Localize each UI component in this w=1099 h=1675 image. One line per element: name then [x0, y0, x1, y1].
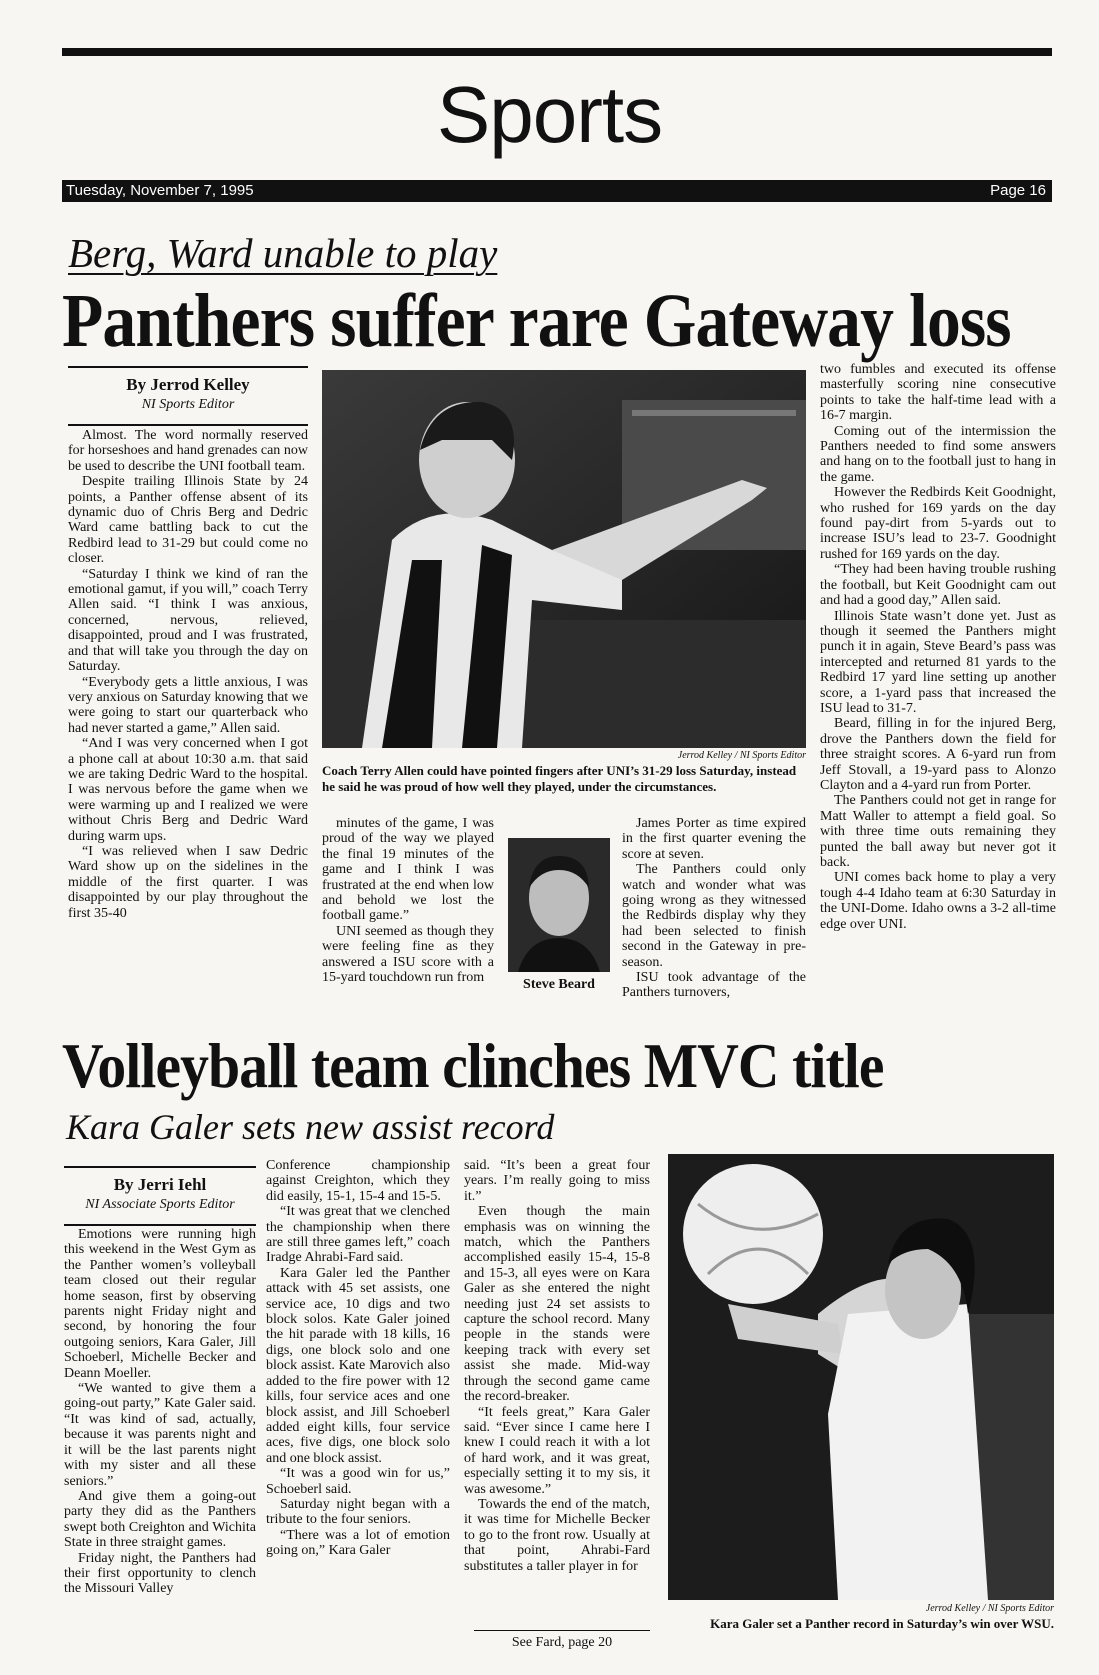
volleyball-photo-caption: Kara Galer set a Panther record in Saturday’s win over WSU.: [710, 1616, 1054, 1631]
jump-line: See Fard, page 20: [474, 1630, 650, 1651]
coach-photo: [322, 370, 806, 748]
paragraph: “I was relieved when I saw Dedric Ward show up on the sidelines in the middle of the first quarter. I was disappointed by our play throughout the first 35-40: [68, 843, 308, 921]
paragraph: Kara Galer led the Panther attack with 45 set assists, one service ace, 10 digs and two block solos. Kate Galer joined the hit parade with 18 kills, 16 digs, one block solo and one block assist. Kate Marovich also added to the fire power with 12 kills, four service aces and one block assist, and Jill Schoeberl added eight kills, four service aces, five digs, one block solo and one block assist.: [266, 1265, 450, 1466]
paragraph: “It was great that we clenched the championship when there are still three games left,” coach Iradge Ahrabi-Fard said.: [266, 1204, 450, 1266]
story2-byline-box: [64, 1166, 256, 1226]
issue-date: Tuesday, November 7, 1995: [66, 182, 254, 199]
paragraph: Beard, filling in for the injured Berg, drove the Panthers down the field for three straight scores. A 6-yard run from Jeff Stovall, a 19-yard pass to Alonzo Clayton and a 4-yard run from Porter.: [820, 716, 1056, 793]
story1-column-3: [622, 816, 806, 1001]
volleyball-photo: [668, 1154, 1054, 1600]
paragraph: “They had been having trouble rushing the football, but Keit Goodnight cam out and had a good day,” Allen said.: [820, 562, 1056, 609]
story2-byline: By Jerri Iehl: [113, 1175, 207, 1194]
volleyball-photo-credit: Jerrod Kelley / NI Sports Editor: [925, 1603, 1054, 1614]
coach-photo-image: [322, 370, 806, 748]
paragraph: Friday night, the Panthers had their first opportunity to clench the Missouri Valley: [64, 1550, 256, 1597]
paragraph: Even though the main emphasis was on winning the match, which the Panthers accomplished easily 15-4, 15-8 and 15-3, all eyes were on Kara Galer as she entered the night needing just 24 set assists to capture the school record. Many people in the stands were keeping track with every set assist she made. Mid-way through the second game came the record-breaker.: [464, 1204, 650, 1405]
paragraph: The Panthers could only watch and wonder what was going wrong as they witnessed the Redbirds display why they had been selected to finish second in the Gateway in pre-season.: [622, 862, 806, 970]
paragraph: Conference championship against Creighton, which they did easily, 15-1, 15-4 and 15-5.: [266, 1158, 450, 1204]
paragraph: “And I was very concerned when I got a phone call at about 10:30 a.m. that said we are taking Dedric Ward to the hospital. I was nervous before the game when we were warming up and I realized we were without Chris Berg and Dedric Ward during warm ups.: [68, 736, 308, 844]
masthead-rule: [62, 48, 1052, 56]
story1-headline: Panthers suffer rare Gateway loss: [62, 279, 1011, 363]
paragraph: UNI seemed as though they were feeling fine as they answered a ISU score with a 15-yard touchdown run from: [322, 923, 494, 986]
story1-byline: By Jerrod Kelley: [126, 375, 250, 394]
paragraph: Almost. The word normally reserved for horseshoes and hand grenades can now be used to describe the UNI football team.: [68, 428, 308, 474]
story2-headline: Volleyball team clinches MVC title: [62, 1030, 884, 1101]
story1-column-2: [322, 816, 494, 985]
steve-beard-photo-image: [508, 838, 610, 972]
paragraph: And give them a going-out party they did as the Panthers swept both Creighton and Wichita State in three straight games.: [64, 1488, 256, 1551]
paragraph: UNI comes back home to play a very tough 4-4 Idaho team at 6:30 Saturday in the UNI-Dome. Idaho owns a 3-2 all-time edge over UNI.: [820, 870, 1056, 932]
paragraph: Illinois State wasn’t done yet. Just as though it seemed the Panthers might punch it in again, Steve Beard’s pass was intercepted and returned 81 yards to the Redbird 17 yard line setting up another score, a 1-yard pass that increased the ISU lead to 31-7.: [820, 608, 1056, 716]
paragraph: “There was a lot of emotion going on,” Kara Galer: [266, 1527, 450, 1559]
paragraph: Saturday night began with a tribute to the four seniors.: [266, 1496, 450, 1528]
dateline-bar: [62, 180, 1052, 202]
paragraph: Towards the end of the match, it was time for Michelle Becker to go to the front row. Usually at that point, Ahrabi-Fard substitutes a taller player in for: [464, 1496, 650, 1574]
story2-byline-role: NI Associate Sports Editor: [85, 1197, 235, 1212]
paragraph: “We wanted to give them a going-out party,” Kate Galer said. “It was kind of sad, actually, because it was parents night and it will be the last parents night with my sister and all these seniors.”: [64, 1381, 256, 1489]
steve-beard-photo: [508, 838, 610, 972]
story1-byline-box: [68, 366, 308, 426]
story2-column-3: [464, 1158, 650, 1574]
paragraph: “It feels great,” Kara Galer said. “Ever since I came here I knew I could reach it with a lot of hard work, and it was great, especially setting it to my sis, it was awesome.”: [464, 1404, 650, 1497]
section-title: Sports: [436, 70, 663, 159]
paragraph: minutes of the game, I was proud of the way we played the final 19 minutes of the game and I think I was frustrated at the end when low and behold we lost the football game.”: [322, 816, 494, 924]
coach-photo-caption: Coach Terry Allen could have pointed fingers after UNI’s 31-29 loss Saturday, instead he said he was proud of how well they played, under the circumstances.: [322, 763, 797, 794]
steve-beard-label: Steve Beard: [523, 977, 595, 992]
paragraph: Coming out of the intermission the Panthers needed to find some answers and hang on to the football just to hang in the game.: [820, 423, 1056, 485]
paragraph: two fumbles and executed its offense masterfully scoring nine consecutive points to take the half-time lead with a 16-7 margin.: [820, 362, 1056, 424]
paragraph: Emotions were running high this weekend in the West Gym as the Panther women’s volleyball team closed out their regular home season, first by observing parents night Friday night and second, by honoring the four outgoing seniors, Kara Galer, Jill Schoeberl, Michelle Becker and Deann Moeller.: [64, 1227, 256, 1381]
volleyball-photo-image: [668, 1154, 1054, 1600]
paragraph: However the Redbirds Keit Goodnight, who rushed for 169 yards on the day found pay-dirt from 5-yards out to increase ISU’s lead to 23-7. Goodnight rushed for 169 yards on the day.: [820, 485, 1056, 562]
paragraph: The Panthers could not get in range for Matt Waller to attempt a field goal. So with three time outs remaining they punted the ball away but never got it back.: [820, 793, 1056, 870]
paragraph: said. “It’s been a great four years. I’m really going to miss it.”: [464, 1158, 650, 1204]
paragraph: ISU took advantage of the Panthers turnovers,: [622, 970, 806, 1001]
page-number: Page 16: [990, 182, 1046, 199]
paragraph: James Porter as time expired in the first quarter evening the score at seven.: [622, 816, 806, 862]
paragraph: “Saturday I think we kind of ran the emotional gamut, if you will,” coach Terry Allen said. “I think I was anxious, concerned, nervous, relieved, disappointed, proud and I was frustrated, and that will take you through the day on Saturday.: [68, 566, 308, 675]
story2-column-2: [266, 1158, 450, 1559]
story1-column-4: [820, 362, 1056, 932]
paragraph: “Everybody gets a little anxious, I was very anxious on Saturday knowing that we were going to start our quarterback who had never started a game,” Allen said.: [68, 674, 308, 736]
story1-column-1: [68, 428, 308, 921]
coach-photo-credit: Jerrod Kelley / NI Sports Editor: [677, 750, 806, 761]
paragraph: “It was a good win for us,” Schoeberl said.: [266, 1466, 450, 1497]
paragraph: Despite trailing Illinois State by 24 points, a Panther offense absent of its dynamic duo of Chris Berg and Dedric Ward came battling back to cut the Redbird lead to 31-29 but could come no closer.: [68, 474, 308, 567]
story2-subhead: Kara Galer sets new assist record: [66, 1107, 555, 1147]
story1-byline-role: NI Sports Editor: [141, 397, 235, 412]
story1-kicker: Berg, Ward unable to play: [68, 230, 498, 276]
story2-column-1: [64, 1227, 256, 1597]
